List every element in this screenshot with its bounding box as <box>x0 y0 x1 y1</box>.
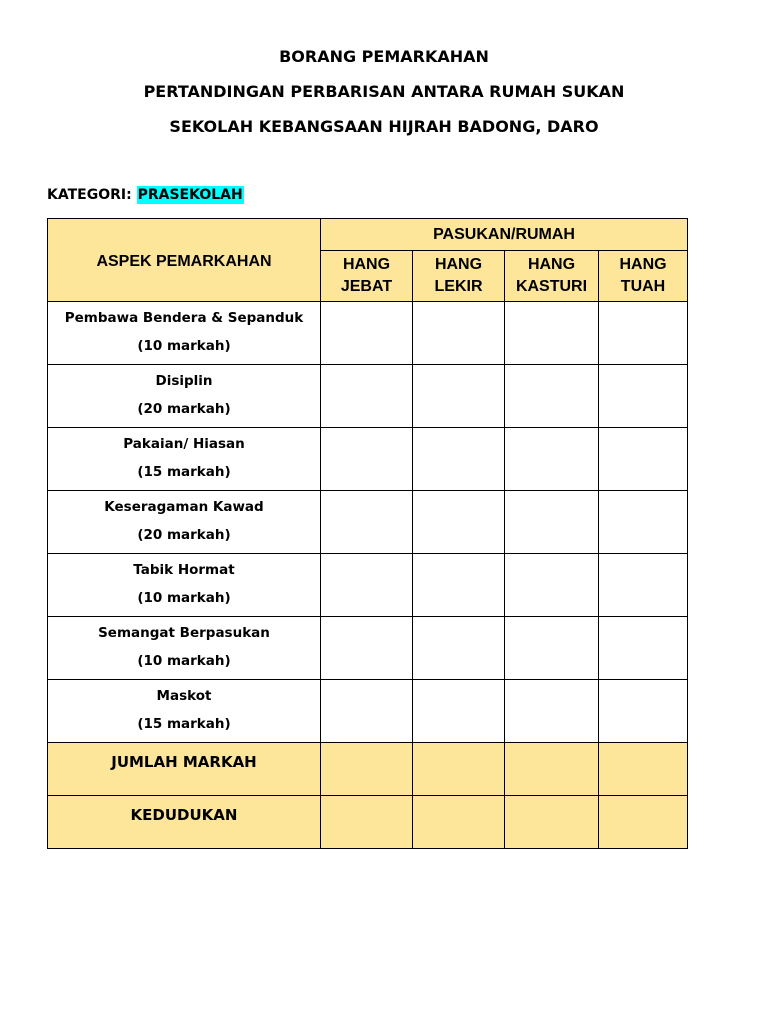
competition-title: PERTANDINGAN PERBARISAN ANTARA RUMAH SUKAN <box>143 82 625 101</box>
total-cell[interactable] <box>413 743 505 796</box>
table-row <box>48 302 688 365</box>
kedudukan-label: KEDUDUKAN <box>48 796 321 849</box>
score-cell[interactable] <box>413 365 505 428</box>
score-table <box>47 218 688 849</box>
score-cell[interactable] <box>413 554 505 617</box>
house-name: TUAH <box>620 278 666 295</box>
aspect-name: Pakaian/ Hiasan <box>123 436 245 452</box>
aspect-marks: (15 markah) <box>137 464 231 480</box>
table-row <box>48 680 688 743</box>
score-cell[interactable] <box>599 554 688 617</box>
kategori-label: KATEGORI: <box>47 187 132 203</box>
aspect-marks: (15 markah) <box>137 716 231 732</box>
score-cell[interactable] <box>413 302 505 365</box>
score-cell[interactable] <box>505 428 599 491</box>
table-row <box>48 365 688 428</box>
ranking-cell[interactable] <box>413 796 505 849</box>
score-cell[interactable] <box>505 302 599 365</box>
aspect-name: Maskot <box>156 688 212 704</box>
score-cell[interactable] <box>505 554 599 617</box>
aspect-name: Keseragaman Kawad <box>104 499 264 515</box>
ranking-cell[interactable] <box>599 796 688 849</box>
house-word: HANG <box>434 256 483 273</box>
score-cell[interactable] <box>413 680 505 743</box>
score-cell[interactable] <box>599 428 688 491</box>
score-cell[interactable] <box>321 365 413 428</box>
score-cell[interactable] <box>413 428 505 491</box>
house-name: LEKIR <box>434 278 483 295</box>
kategori-value: PRASEKOLAH <box>137 187 243 203</box>
aspect-name: Tabik Hormat <box>133 562 235 578</box>
score-cell[interactable] <box>321 491 413 554</box>
aspect-cell <box>48 491 321 554</box>
score-cell[interactable] <box>599 617 688 680</box>
house-name: JEBAT <box>340 278 393 295</box>
score-cell[interactable] <box>321 302 413 365</box>
score-cell[interactable] <box>599 365 688 428</box>
score-cell[interactable] <box>599 680 688 743</box>
ranking-cell[interactable] <box>505 796 599 849</box>
score-cell[interactable] <box>321 617 413 680</box>
score-cell[interactable] <box>413 617 505 680</box>
aspect-marks: (10 markah) <box>137 338 231 354</box>
score-cell[interactable] <box>505 491 599 554</box>
aspek-header: ASPEK PEMARKAHAN <box>48 219 321 302</box>
total-cell[interactable] <box>321 743 413 796</box>
house-header-lekir <box>413 251 505 302</box>
aspect-marks: (10 markah) <box>137 590 231 606</box>
score-cell[interactable] <box>505 617 599 680</box>
aspect-marks: (20 markah) <box>137 401 231 417</box>
total-row <box>48 743 688 796</box>
score-cell[interactable] <box>321 680 413 743</box>
aspect-cell <box>48 365 321 428</box>
table-row <box>48 491 688 554</box>
aspect-name: Semangat Berpasukan <box>98 625 270 641</box>
aspect-cell <box>48 680 321 743</box>
total-cell[interactable] <box>505 743 599 796</box>
aspect-cell <box>48 617 321 680</box>
score-cell[interactable] <box>599 491 688 554</box>
house-header-kasturi <box>505 251 599 302</box>
aspect-marks: (20 markah) <box>137 527 231 543</box>
school-name: SEKOLAH KEBANGSAAN HIJRAH BADONG, DARO <box>169 117 599 136</box>
table-row <box>48 617 688 680</box>
house-header-tuah <box>599 251 688 302</box>
kategori-line <box>47 187 244 203</box>
total-cell[interactable] <box>599 743 688 796</box>
ranking-row <box>48 796 688 849</box>
score-cell[interactable] <box>599 302 688 365</box>
house-word: HANG <box>619 256 667 273</box>
score-cell[interactable] <box>321 554 413 617</box>
house-word: HANG <box>527 256 576 273</box>
aspect-cell <box>48 428 321 491</box>
score-cell[interactable] <box>321 428 413 491</box>
table-row <box>48 554 688 617</box>
aspect-name: Disiplin <box>155 373 213 389</box>
table-row <box>48 428 688 491</box>
aspect-cell <box>48 302 321 365</box>
house-name: KASTURI <box>515 278 588 295</box>
pasukan-header: PASUKAN/RUMAH <box>321 219 688 251</box>
aspect-name: Pembawa Bendera & Sepanduk <box>64 310 304 326</box>
score-cell[interactable] <box>505 680 599 743</box>
form-title: BORANG PEMARKAHAN <box>279 47 489 66</box>
jumlah-markah-label: JUMLAH MARKAH <box>48 743 321 796</box>
ranking-cell[interactable] <box>321 796 413 849</box>
house-header-jebat <box>321 251 413 302</box>
aspect-cell <box>48 554 321 617</box>
score-cell[interactable] <box>413 491 505 554</box>
aspect-marks: (10 markah) <box>137 653 231 669</box>
score-cell[interactable] <box>505 365 599 428</box>
house-word: HANG <box>342 256 391 273</box>
